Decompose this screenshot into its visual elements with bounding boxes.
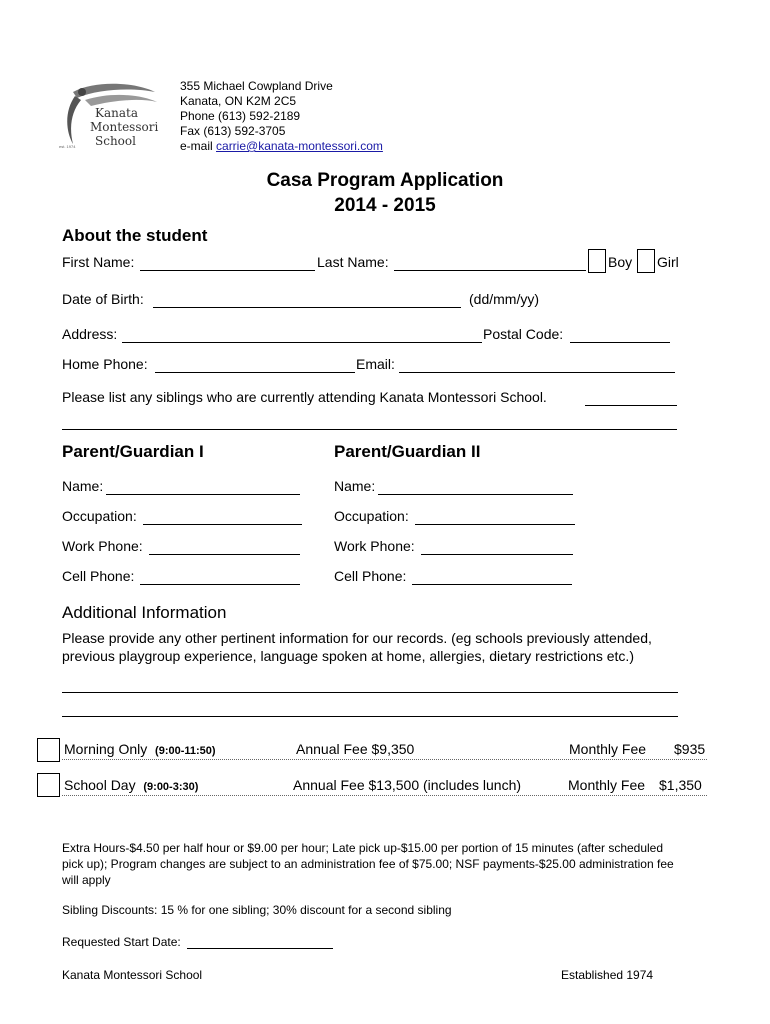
morning-only-name: Morning Only (64, 741, 148, 757)
address-field[interactable] (122, 342, 482, 343)
additional-instructions-line-2: previous playgroup experience, language spoken at home, allergies, dietary restrictions etc.) (62, 648, 634, 664)
guardian-2-occupation-field[interactable] (415, 524, 575, 525)
guardian-2-name-field[interactable] (378, 494, 573, 495)
logo-text-montessori: Montessori (90, 120, 159, 134)
school-day-monthly-fee: $1,350 (659, 777, 702, 793)
guardian-1-occupation-label: Occupation: (62, 508, 137, 524)
guardian-2-occupation-label: Occupation: (334, 508, 409, 524)
girl-checkbox[interactable] (637, 249, 655, 273)
morning-only-divider (62, 759, 707, 760)
home-phone-label: Home Phone: (62, 356, 148, 372)
girl-label: Girl (657, 254, 679, 270)
first-name-field[interactable] (140, 270, 315, 271)
morning-only-label (64, 741, 216, 757)
last-name-label: Last Name: (317, 254, 389, 270)
guardian-1-name-label: Name: (62, 478, 104, 494)
guardian-2-cell-phone-field[interactable] (412, 584, 572, 585)
form-year: 2014 - 2015 (334, 195, 436, 216)
extra-hours-note-line-1: Extra Hours-$4.50 per half hour or $9.00 per hour; Late pick up-$15.00 per portion of 15 minutes (after scheduled (62, 841, 664, 855)
footer-school-name: Kanata Montessori School (62, 968, 203, 982)
phone-line: Phone (613) 592-2189 (180, 109, 301, 123)
last-name-field[interactable] (394, 270, 586, 271)
siblings-field-line-2[interactable] (62, 429, 677, 430)
student-email-field[interactable] (399, 372, 675, 373)
address-line-2: Kanata, ON K2M 2C5 (180, 94, 297, 108)
dob-label: Date of Birth: (62, 291, 144, 307)
additional-info-field-2[interactable] (62, 716, 678, 717)
morning-only-monthly-fee: $935 (674, 741, 706, 757)
form-title: Casa Program Application (266, 170, 504, 191)
dob-field[interactable] (153, 307, 461, 308)
siblings-field[interactable] (585, 405, 677, 406)
guardian-2-work-phone-label: Work Phone: (334, 538, 415, 554)
address-label: Address: (62, 326, 118, 342)
address-line-1: 355 Michael Cowpland Drive (180, 79, 333, 93)
additional-instructions-line-1: Please provide any other pertinent information for our records. (eg schools previously attended, (62, 630, 652, 646)
additional-info-field-1[interactable] (62, 692, 678, 693)
first-name-label: First Name: (62, 254, 135, 270)
guardian-2-name-label: Name: (334, 478, 376, 494)
student-email-label: Email: (356, 356, 395, 372)
school-day-divider (62, 795, 707, 796)
fax-line: Fax (613) 592-3705 (180, 124, 286, 138)
morning-only-annual-fee: Annual Fee $9,350 (296, 741, 415, 757)
section-heading-additional: Additional Information (62, 603, 227, 622)
guardian-1-cell-phone-field[interactable] (140, 584, 300, 585)
guardian-2-cell-phone-label: Cell Phone: (334, 568, 407, 584)
school-day-hours: (9:00-3:30) (143, 781, 199, 793)
section-heading-guardian-1: Parent/Guardian I (62, 442, 204, 461)
start-date-label: Requested Start Date: (62, 935, 181, 949)
extra-hours-note-line-3: will apply (62, 873, 111, 887)
siblings-label: Please list any siblings who are currently attending Kanata Montessori School. (62, 389, 547, 405)
guardian-1-name-field[interactable] (106, 494, 300, 495)
extra-hours-note-line-2: pick up); Program changes are subject to an administration fee of $75.00; NSF payments-$25.00 administration fee (62, 857, 674, 871)
postal-code-field[interactable] (570, 342, 670, 343)
logo-text-school: School (95, 134, 136, 148)
footer-established: Established 1974 (561, 968, 654, 982)
section-heading-guardian-2: Parent/Guardian II (334, 442, 481, 461)
boy-label: Boy (608, 254, 633, 270)
guardian-1-work-phone-field[interactable] (149, 554, 300, 555)
start-date-field[interactable] (187, 948, 333, 949)
sibling-discounts-note: Sibling Discounts: 15 % for one sibling; 30% discount for a second sibling (62, 903, 452, 917)
morning-only-monthly-label: Monthly Fee (569, 741, 647, 757)
school-day-checkbox[interactable] (37, 773, 60, 797)
school-day-monthly-label: Monthly Fee (568, 777, 646, 793)
logo-est-mark: est. 1974 (59, 144, 76, 149)
boy-checkbox[interactable] (588, 249, 606, 273)
school-day-annual-fee: Annual Fee $13,500 (includes lunch) (293, 777, 522, 793)
morning-only-hours: (9:00-11:50) (155, 745, 216, 757)
postal-code-label: Postal Code: (483, 326, 564, 342)
dob-format-hint: (dd/mm/yy) (469, 291, 539, 307)
school-day-name: School Day (64, 777, 136, 793)
section-heading-student: About the student (62, 226, 208, 245)
guardian-1-occupation-field[interactable] (143, 524, 302, 525)
school-logo (55, 78, 167, 158)
email-label: e-mail (180, 139, 213, 153)
school-day-label (64, 777, 198, 793)
morning-only-checkbox[interactable] (37, 738, 60, 762)
home-phone-field[interactable] (155, 372, 355, 373)
logo-text-kanata: Kanata (95, 106, 138, 120)
email-line (180, 139, 383, 153)
guardian-1-work-phone-label: Work Phone: (62, 538, 143, 554)
guardian-1-cell-phone-label: Cell Phone: (62, 568, 135, 584)
email-link[interactable]: carrie@kanata-montessori.com (216, 139, 383, 153)
guardian-2-work-phone-field[interactable] (421, 554, 573, 555)
